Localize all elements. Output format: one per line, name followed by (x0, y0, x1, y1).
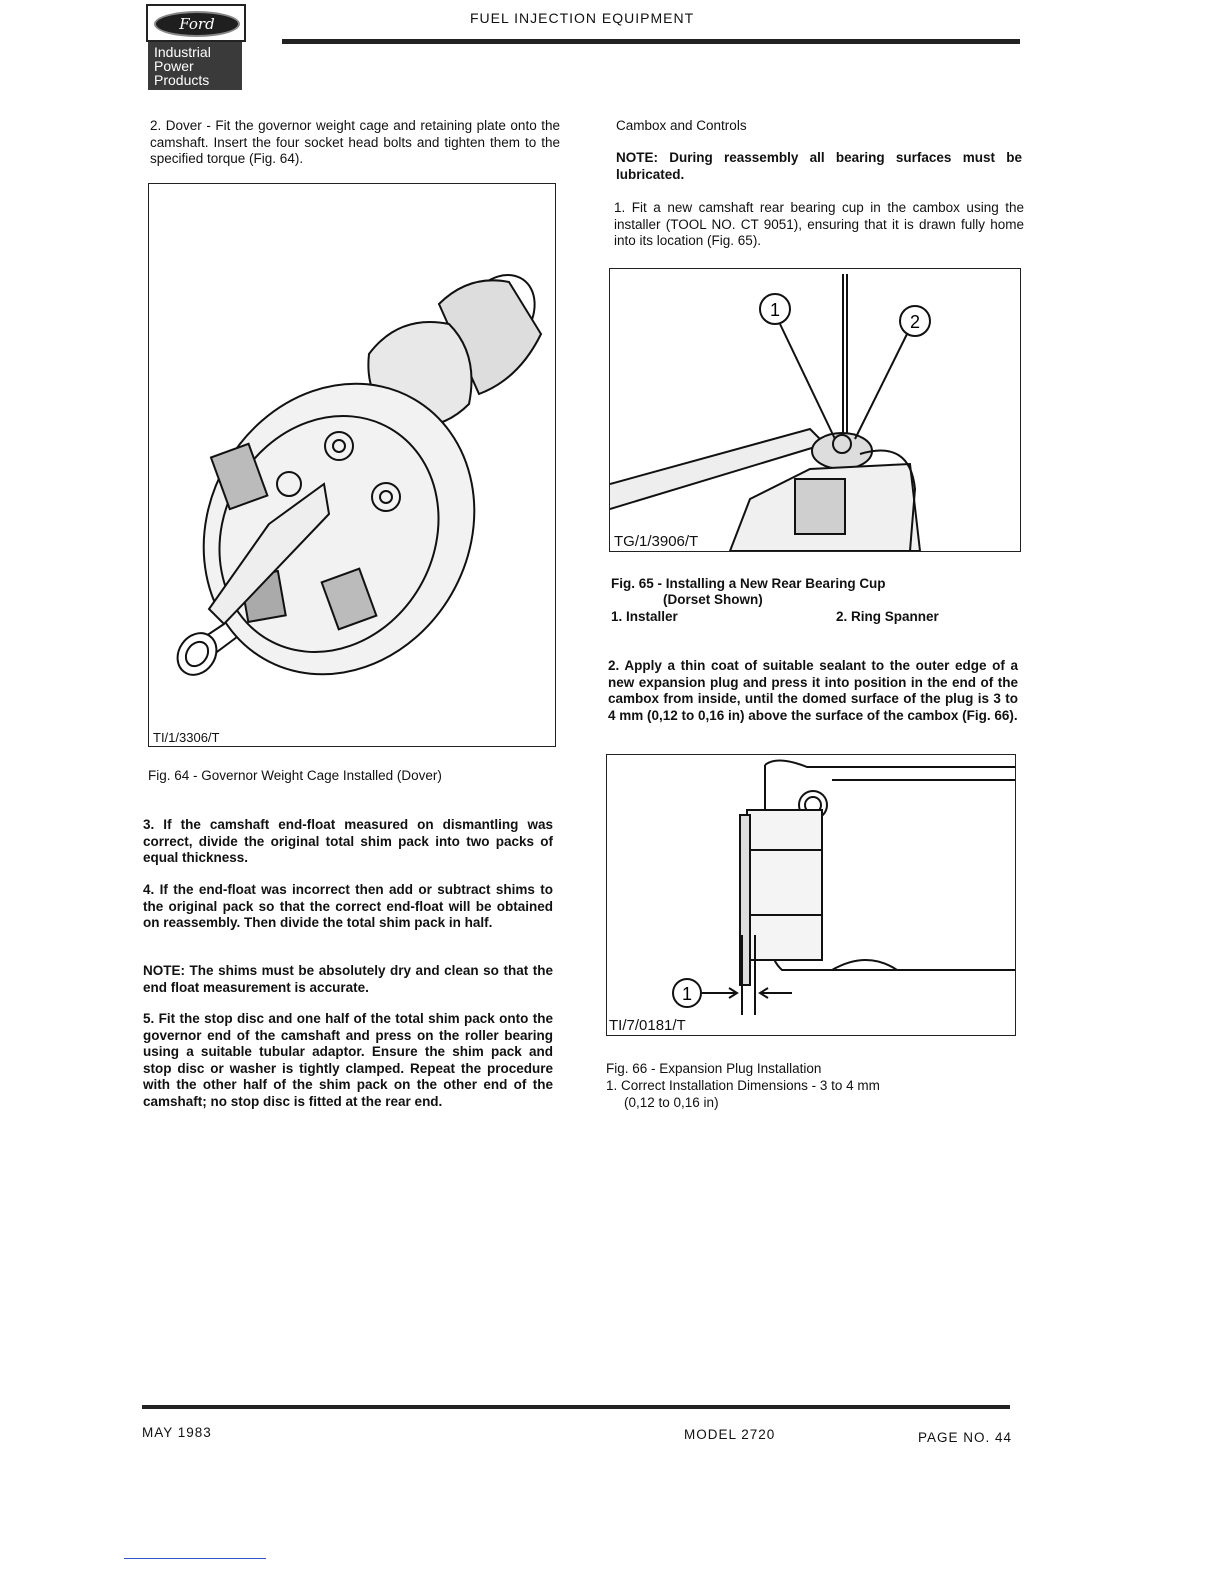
underline-mark (124, 1558, 266, 1559)
left-step-4: 4. If the end-float was incorrect then add or subtract shims to the original pack so that the correct end-float will be obtained on reassembly. Then divide the total shim pack in half. (143, 882, 553, 930)
fig65-callout-2: 2 (909, 312, 921, 332)
ford-oval: Ford (154, 11, 240, 37)
ford-logo (146, 4, 246, 42)
figure-65-item-2: 2. Ring Spanner (836, 609, 939, 624)
figure-64-code: TI/1/3306/T (153, 730, 220, 745)
figure-66-item-1-cont: (0,12 to 0,16 in) (624, 1095, 719, 1110)
right-step-1: 1. Fit a new camshaft rear bearing cup in the cambox using the installer (TOOL NO. CT 9051), ensuring that it is drawn fully home into its location (Fig. 65). (614, 200, 1024, 248)
left-step-5: 5. Fit the stop disc and one half of the total shim pack onto the governor end of the camshaft and press on the roller bearing using a suitable tubular adaptor. Ensure the shim pack and stop disc or washer is tightly clamped. Repeat the procedure with the other half of the shim pack on the other end of the camshaft; no stop disc is fitted at the rear end. (143, 1011, 553, 1109)
figure-66-item-1: 1. Correct Installation Dimensions - 3 to 4 mm (606, 1078, 880, 1093)
badge-line-3: Products (154, 72, 210, 88)
footer-rule (142, 1405, 1010, 1409)
left-step-2: 2. Dover - Fit the governor weight cage and retaining plate onto the camshaft. Insert the four socket head bolts and tighten them to the specified torque (Fig. 64). (150, 118, 560, 166)
footer-model: MODEL 2720 (684, 1427, 776, 1442)
figure-64 (148, 183, 556, 747)
page-header-title: FUEL INJECTION EQUIPMENT (470, 10, 695, 26)
figure-66-code: TI/7/0181/T (609, 1017, 686, 1034)
figure-65-item-1: 1. Installer (611, 609, 678, 624)
fig65-callout-1: 1 (769, 300, 781, 320)
figure-65 (609, 268, 1021, 552)
expansion-plug-illustration (607, 755, 1015, 1035)
footer-page-number: PAGE NO. 44 (918, 1430, 1013, 1445)
badge-line-1: Industrial (154, 44, 211, 60)
right-note: NOTE: During reassembly all bearing surfaces must be lubricated. (616, 150, 1022, 182)
governor-cage-illustration (149, 184, 555, 746)
badge-line-2: Power (154, 58, 194, 74)
left-note: NOTE: The shims must be absolutely dry and clean so that the end float measurement is accurate. (143, 963, 553, 995)
figure-65-caption: Fig. 65 - Installing a New Rear Bearing Cup (611, 576, 886, 591)
figure-66 (606, 754, 1016, 1036)
fig66-callout-1: 1 (681, 984, 693, 1004)
industrial-power-products-badge (148, 42, 242, 90)
left-step-3: 3. If the camshaft end-float measured on dismantling was correct, divide the original total shim pack into two packs of equal thickness. (143, 817, 553, 865)
right-step-2: 2. Apply a thin coat of suitable sealant to the outer edge of a new expansion plug and press it into position in the end of the cambox from inside, until the domed surface of the plug is 3 to 4 mm (0,12 to 0,16 in) above the surface of the cambox (Fig. 66). (608, 658, 1018, 723)
figure-66-caption: Fig. 66 - Expansion Plug Installation (606, 1061, 822, 1076)
figure-65-caption-sub: (Dorset Shown) (663, 592, 763, 607)
figure-65-code: TG/1/3906/T (614, 533, 699, 550)
footer-date: MAY 1983 (142, 1425, 212, 1440)
rear-bearing-cup-illustration (610, 269, 1020, 551)
header-rule (282, 39, 1020, 44)
section-heading: Cambox and Controls (616, 118, 747, 133)
figure-64-caption: Fig. 64 - Governor Weight Cage Installed (Dover) (148, 768, 442, 783)
